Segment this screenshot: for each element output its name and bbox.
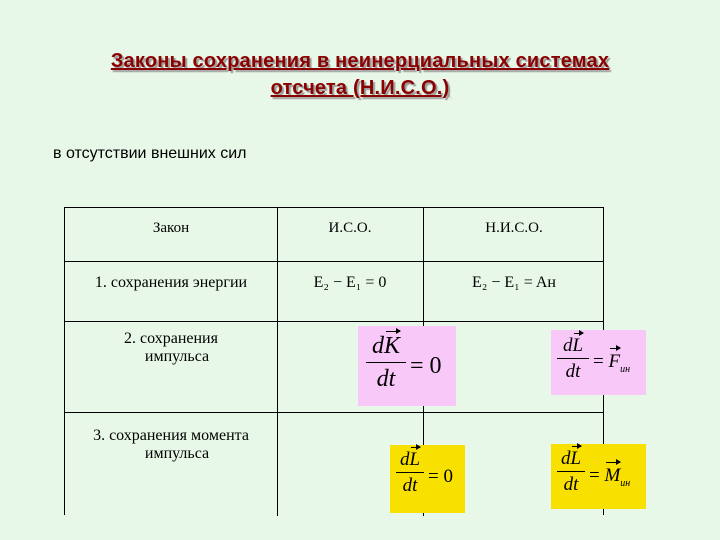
row2-law-line2: импульса bbox=[144, 348, 210, 365]
angular-niso-formula bbox=[551, 444, 646, 509]
momentum-iso-numerator: dK bbox=[371, 333, 400, 359]
vector-arrow-icon: L bbox=[572, 335, 584, 356]
angular-iso-rhs: = 0 bbox=[428, 466, 453, 487]
angular-niso-fraction bbox=[557, 449, 585, 494]
momentum-niso-rhs: = $F_{ин}$ bbox=[593, 351, 631, 375]
row-divider-2 bbox=[65, 321, 604, 322]
momentum-iso-rhs: = 0 bbox=[410, 353, 442, 379]
row1-iso: E₂ − E₁ = 0 bbox=[313, 274, 387, 291]
laws-table bbox=[64, 207, 604, 515]
angular-iso-numerator: dL bbox=[399, 449, 421, 470]
page-title bbox=[0, 48, 720, 102]
momentum-niso-formula bbox=[551, 330, 646, 395]
row3-law-line1: 3. сохранения момента bbox=[93, 427, 249, 444]
row2-law bbox=[65, 330, 277, 366]
momentum-iso-fraction bbox=[366, 334, 406, 391]
row3-law-line2: импульса bbox=[144, 445, 210, 462]
angular-iso-formula bbox=[390, 445, 465, 513]
angular-niso-numerator: dL bbox=[560, 448, 582, 469]
angular-iso-denominator: dt bbox=[402, 475, 418, 496]
header-law: Закон bbox=[152, 220, 190, 236]
momentum-niso-fraction bbox=[557, 336, 589, 381]
momentum-iso-denominator: dt bbox=[376, 366, 396, 392]
fraction-bar bbox=[557, 358, 589, 359]
row1-law: 1. сохранения энергии bbox=[94, 274, 248, 291]
angular-niso-rhs: = $M_{ин}$ bbox=[589, 465, 631, 489]
header-niso: Н.И.С.О. bbox=[485, 220, 543, 236]
title-line-2: отсчета (Н.И.С.О.) bbox=[270, 77, 450, 99]
angular-niso-denominator: dt bbox=[563, 474, 579, 495]
momentum-niso-denominator: dt bbox=[565, 361, 581, 382]
row3-law bbox=[65, 427, 277, 463]
fraction-bar bbox=[396, 472, 424, 473]
table-divider-1 bbox=[277, 208, 278, 516]
angular-iso-fraction bbox=[396, 450, 424, 495]
momentum-iso-formula bbox=[358, 326, 456, 406]
vector-arrow-icon: L bbox=[409, 449, 421, 470]
title-line-1: Законы сохранения в неинерциальных системах bbox=[110, 50, 610, 72]
header-iso: И.С.О. bbox=[328, 220, 372, 236]
row-divider-3 bbox=[65, 412, 604, 413]
vector-arrow-icon: K bbox=[383, 333, 400, 359]
row2-law-line1: 2. сохранения bbox=[124, 330, 218, 347]
subtitle: в отсутствии внешних сил bbox=[53, 145, 247, 162]
row-divider-1 bbox=[65, 261, 604, 262]
row1-niso: E₂ − E₁ = Aн bbox=[472, 274, 556, 291]
fraction-bar bbox=[557, 471, 585, 472]
momentum-niso-numerator: dL bbox=[562, 335, 584, 356]
fraction-bar bbox=[366, 362, 406, 363]
vector-arrow-icon: L bbox=[570, 448, 582, 469]
